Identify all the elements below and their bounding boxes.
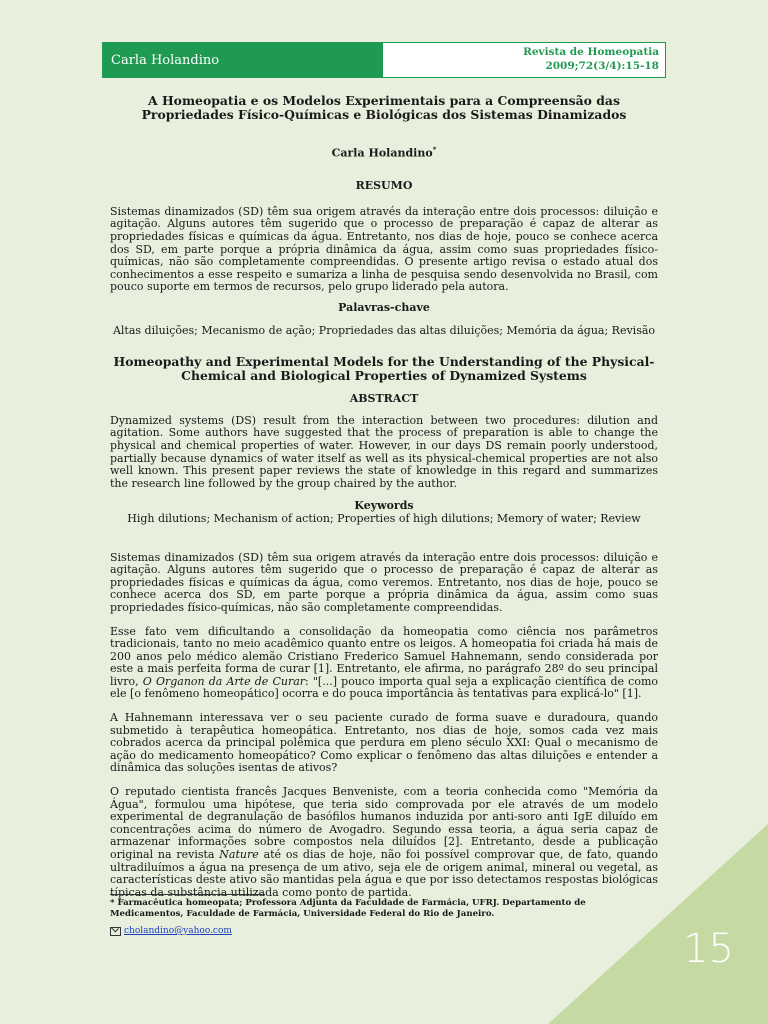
p2-part-b: : "[...] pouco importa qual seja a explicação científica de como ele [o fenômeno homeopático] ocorra e do pouca importância às tentativas para explicá-lo" [1]. bbox=[110, 674, 659, 701]
palavras-text: Altas diluições; Mecanismo de ação; Propriedades das altas diluições; Memória da água; Revisão bbox=[112, 323, 656, 337]
palavras-heading: Palavras-chave bbox=[338, 301, 430, 314]
p2-book-title: O Organon da Arte de Curar bbox=[142, 674, 306, 688]
keywords-heading: Keywords bbox=[354, 499, 414, 513]
article-body bbox=[110, 92, 658, 899]
abstract-heading: ABSTRACT bbox=[349, 392, 419, 406]
author-footnote-mark: * bbox=[432, 145, 437, 154]
header-author: Carla Holandino bbox=[103, 43, 383, 77]
running-header bbox=[102, 42, 666, 78]
resumo-text: Sistemas dinamizados (SD) têm sua origem através da interação entre dois processos: diluição e agitação. Alguns autores têm sugerido que o processo de preparação é capaz de alterar as propriedades físicas e químicas da água. Entretanto, nos dias de hoje, pouco se conhece acerca dos SD, em parte porque a própria dinâmica da água, assim como suas propriedades físico-químicas, não são completamente compreendidas. O presente artigo revisa o estado atual dos conhecimentos a esse respeito e sumariza a linha de pesquisa sendo desenvolvida no Brasil, com pouco suporte em termos de recursos, pelo grupo liderado pela autora. bbox=[110, 204, 658, 294]
page-corner-decoration bbox=[548, 824, 768, 1024]
journal-citation: 2009;72(3/4):15-18 bbox=[545, 60, 659, 72]
author-name: Carla Holandino bbox=[331, 146, 433, 160]
p2-part-a: Esse fato vem dificultando a consolidação da homeopatia como ciência nos parâmetros tradicionais, tanto no meio acadêmico quanto entre os leigos. A homeopatia foi criada há mais de 200 anos pelo médico alemão Cristiano Frederico Samuel Hahnemann, sendo considerada por este a mais perfeita forma de curar [1]. Entretanto, ele afirma, no parágrafo 28º do seu principal livro, bbox=[110, 624, 658, 688]
p4-part-a: O reputado cientista francês Jacques Benveniste, com a teoria conhecida como "Memória da Água", formulou uma hipótese, que teria sido comprovada por ele através de um modelo experimental de degranulação de basófilos humanos induzida por anti-soro anti IgE diluído em concentrações acima do número de Avogadro. Segundo essa teoria, a água seria capaz de armazenar informações sobre compostos nela diluídos [2]. Entretanto, desde a publicação original na revista bbox=[110, 785, 658, 861]
corner-triangle bbox=[548, 824, 768, 1024]
keywords-text: High dilutions; Mechanism of action; Properties of high dilutions; Memory of water; Review bbox=[127, 511, 641, 525]
mail-icon bbox=[110, 927, 121, 936]
email-link[interactable]: cholandino@yahoo.com bbox=[124, 926, 232, 936]
body-paragraph-2 bbox=[110, 626, 658, 702]
page-number: 15 bbox=[683, 926, 734, 972]
p4-journal-name: Nature bbox=[219, 848, 259, 861]
footnote-rule bbox=[110, 894, 265, 895]
header-journal bbox=[383, 43, 665, 77]
body-paragraph-1: Sistemas dinamizados (SD) têm sua origem através da interação entre dois processos: diluição e agitação. Alguns autores têm sugerido que o processo de preparação é capaz de alterar as propriedades físicas e químicas da água, como veremos. Entretanto, nos dias de hoje, pouco se conhece acerca dos SD, em parte porque a própria dinâmica da água, assim como suas propriedades físico-químicas, não são completamente compreendidas. bbox=[110, 550, 658, 614]
author-email[interactable] bbox=[110, 926, 232, 936]
author-line bbox=[110, 144, 658, 160]
title-pt: A Homeopatia e os Modelos Experimentais para a Compreensão das Propriedades Físico-Químicas e Biológicas dos Sistemas Dinamizados bbox=[141, 93, 627, 122]
abstract-text: Dynamized systems (DS) result from the interaction between two procedures: dilution and agitation. Some authors have suggested that the process of preparation is able to change the physical and chemical properties of water. However, in our days DS remain poorly understood, partially because dynamics of water itself as well as its physical-chemical properties are not also well known. This present paper reviews the state of knowledge in this regard and summarizes the research line followed by the group chaired by the author. bbox=[110, 413, 658, 490]
journal-name: Revista de Homeopatia bbox=[523, 46, 659, 58]
footnote-text: * Farmacêutica homeopata; Professora Adjunta da Faculdade de Farmácia, UFRJ. Departamento de Medicamentos, Faculdade de Farmácia, Universidade Federal do Rio de Janeiro. bbox=[110, 898, 586, 919]
resumo-heading: RESUMO bbox=[355, 179, 413, 193]
title-en: Homeopathy and Experimental Models for the Understanding of the Physical-Chemical and Biological Properties of Dynamized Systems bbox=[113, 354, 655, 384]
p4-part-b: até os dias de hoje, não foi possível comprovar que, de fato, quando ultradiluímos a água na presença de um ativo, seja ele de origem animal, mineral ou vegetal, as características deste ativo são mantidas pela água e que por isso detectamos respostas biológicas típicas da substância utilizada como ponto de partida. bbox=[110, 848, 658, 899]
body-paragraph-3: A Hahnemann interessava ver o seu paciente curado de forma suave e duradoura, quando submetido à terapêutica homeopática. Entretanto, nos dias de hoje, somos cada vez mais cobrados acerca da principal polêmica que perdura em pleno século XXI: Qual o mecanismo de ação do medicamento homeopático? Como explicar o fenômeno das altas diluições e entender a dinâmica das soluções isentas de ativos? bbox=[110, 711, 658, 775]
